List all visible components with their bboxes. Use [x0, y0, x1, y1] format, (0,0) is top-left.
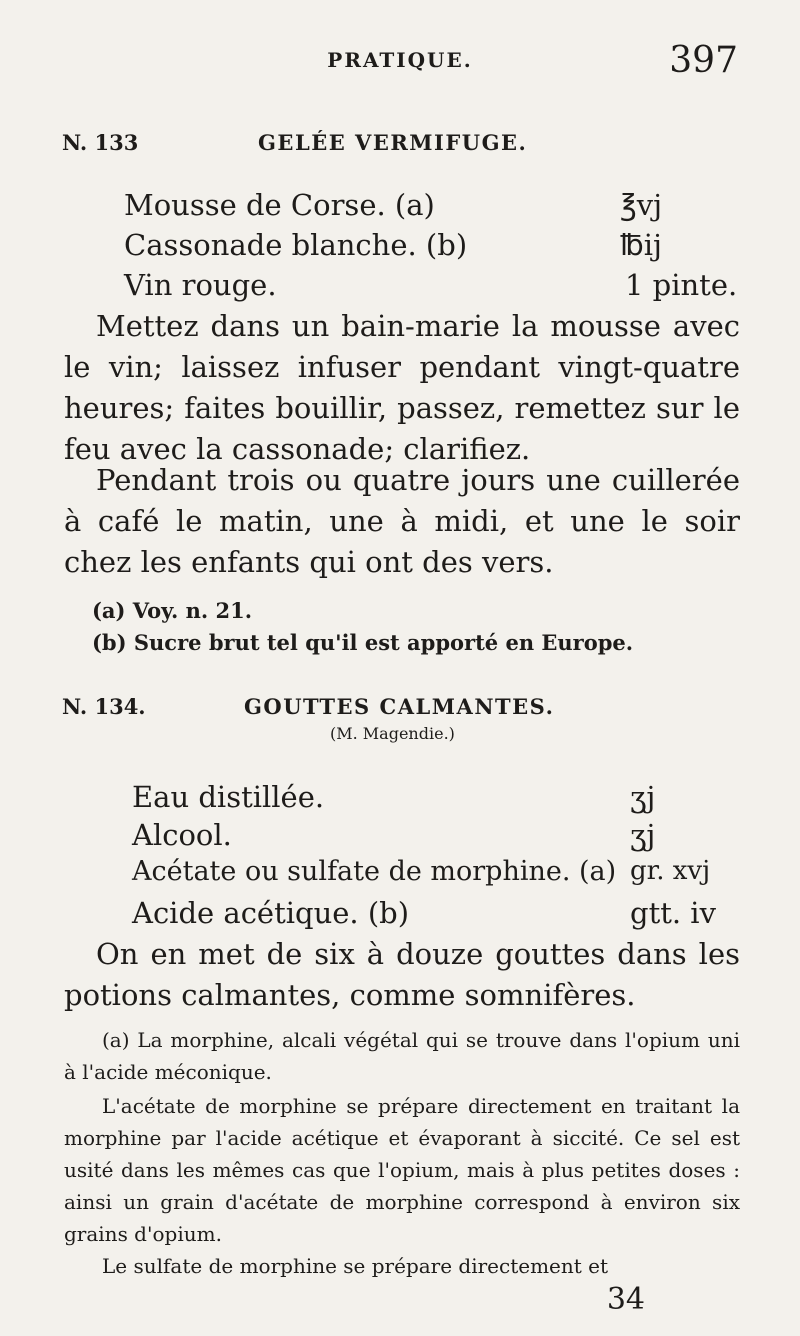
footnote-paragraph — [64, 1250, 740, 1282]
paragraph-text: On en met de six à douze gouttes dans les potions calmantes, comme somnifères. — [64, 937, 740, 1012]
ingredient-name: Acide acétique. (b) — [132, 896, 410, 930]
running-head: PRATIQUE. — [327, 48, 473, 72]
ingredient-quantity: 1 pinte. — [625, 268, 738, 302]
recipe-author: (M. Magendie.) — [330, 724, 455, 743]
footnote — [64, 1024, 740, 1088]
footnote-text: (a) La morphine, alcali végétal qui se trouve dans l'opium uni à l'acide méconique. — [64, 1028, 740, 1084]
footnote: (a) Voy. n. 21. — [92, 598, 253, 623]
paragraph — [64, 460, 740, 583]
ingredient-quantity: ℥vj — [620, 188, 663, 222]
paragraph — [64, 934, 740, 1016]
ingredient-name: Acétate ou sulfate de morphine. (a) — [132, 856, 617, 887]
recipe-number: N. 134. — [62, 694, 146, 719]
footnote-paragraph — [64, 1090, 740, 1250]
footnote: (b) Sucre brut tel qu'il est apporté en Europe. — [92, 630, 634, 655]
signature-mark: 34 — [606, 1282, 645, 1317]
paragraph-text: Pendant trois ou quatre jours une cuillerée à café le matin, une à midi, et une le soir chez les enfants qui ont des vers. — [64, 463, 740, 579]
paragraph-text: Mettez dans un bain-marie la mousse avec le vin; laissez infuser pendant vingt-quatre heures; faites bouillir, passez, remettez sur le feu avec la cassonade; clarifiez. — [64, 309, 740, 466]
recipe-title: GELÉE VERMIFUGE. — [258, 130, 528, 155]
ingredient-name: Vin rouge. — [124, 268, 277, 302]
ingredient-quantity: ℔ij — [620, 228, 662, 262]
page-number: 397 — [669, 40, 738, 81]
ingredient-quantity: ʒj — [630, 780, 656, 814]
ingredient-name: Mousse de Corse. (a) — [124, 188, 435, 222]
paragraph — [64, 306, 740, 470]
ingredient-name: Eau distillée. — [132, 780, 325, 814]
ingredient-name: Alcool. — [132, 818, 232, 852]
recipe-number: N. 133 — [62, 130, 139, 155]
ingredient-name: Cassonade blanche. (b) — [124, 228, 468, 262]
ingredient-quantity: ʒj — [630, 818, 656, 852]
ingredient-quantity: gtt. iv — [630, 896, 716, 930]
footnote-text: L'acétate de morphine se prépare directement en traitant la morphine par l'acide acétique et évaporant à siccité. Ce sel est usité dans les mêmes cas que l'opium, mais à plus petites doses : ainsi un grain d'acétate de morphine correspond à environ six grains d'opium. — [64, 1094, 740, 1246]
recipe-title: GOUTTES CALMANTES. — [244, 694, 555, 719]
footnote-text: Le sulfate de morphine se prépare directement et — [102, 1254, 609, 1278]
ingredient-quantity: gr. xvj — [630, 856, 711, 886]
